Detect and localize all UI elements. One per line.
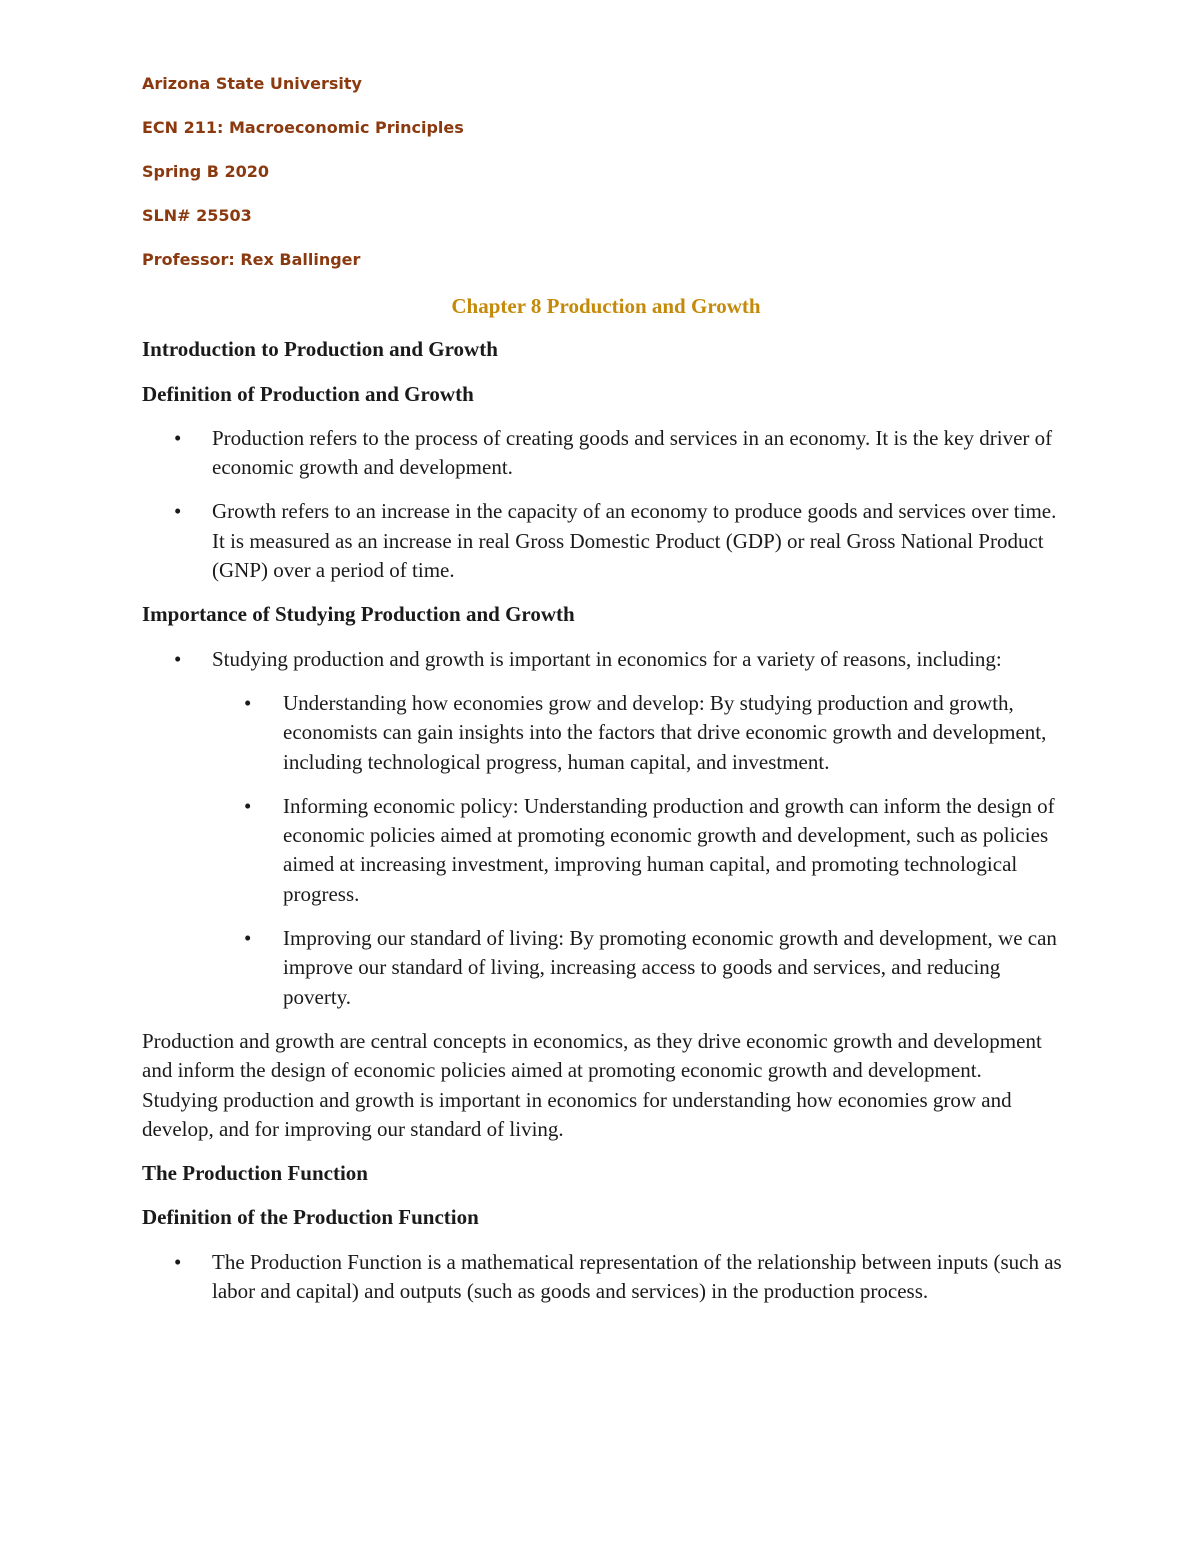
list-item — [212, 924, 1062, 1012]
reasons-list — [212, 689, 1062, 1012]
sln-number: SLN# 25503 — [142, 206, 252, 225]
list-item-text: Informing economic policy: Understanding production and growth can inform the design of economic policies aimed at promoting economic growth and development, such as policies aimed at increasing investment, improving human capital, and promoting technological progress. — [283, 793, 1055, 906]
list-item-text: Studying production and growth is important in economics for a variety of reasons, including: — [212, 646, 1002, 671]
summary-paragraph: Production and growth are central concepts in economics, as they drive economic growth and development and inform the design of economic policies aimed at promoting economic growth and development. Studying production and growth is important in economics for understanding how economies grow and develop, and for improving our standard of living. — [142, 1028, 1042, 1141]
term: Spring B 2020 — [142, 162, 270, 181]
list-item — [142, 424, 1062, 483]
list-item-text: Understanding how economies grow and develop: By studying production and growth, economists can gain insights into the factors that drive economic growth and development, including technological progress, human capital, and investment. — [283, 690, 1047, 774]
professor-name: Professor: Rex Ballinger — [142, 250, 361, 269]
definition-list — [142, 424, 1062, 585]
list-item — [142, 1248, 1062, 1307]
importance-list — [142, 645, 1062, 1012]
list-item-text: Production refers to the process of creating goods and services in an economy. It is the key driver of economic growth and development. — [212, 425, 1053, 480]
bullet-icon: • — [174, 646, 182, 671]
section-heading-importance: Importance of Studying Production and Growth — [142, 602, 575, 627]
list-item — [212, 792, 1062, 909]
bullet-icon: • — [174, 1249, 182, 1274]
bullet-icon: • — [174, 499, 182, 524]
list-item-text: The Production Function is a mathematical representation of the relationship between inputs (such as labor and capital) and outputs (such as goods and services) in the production process. — [212, 1249, 1062, 1304]
list-item — [142, 497, 1062, 585]
course-name: ECN 211: Macroeconomic Principles — [142, 118, 464, 137]
list-item — [212, 689, 1062, 777]
subheading-definition: Definition of Production and Growth — [142, 381, 474, 406]
section-heading-production-function: The Production Function — [142, 1161, 368, 1186]
list-item — [142, 645, 1062, 1012]
list-item-text: Growth refers to an increase in the capacity of an economy to produce goods and services over time. It is measured as an increase in real Gross Domestic Product (GDP) or real Gross National Product (GNP) over a period of time. — [212, 499, 1057, 583]
bullet-icon: • — [174, 425, 182, 450]
list-item-text: Improving our standard of living: By promoting economic growth and development, we can improve our standard of living, increasing access to goods and services, and reducing poverty. — [283, 926, 1057, 1009]
bullet-icon: • — [244, 690, 252, 715]
chapter-title: Chapter 8 Production and Growth — [451, 294, 761, 318]
university-name: Arizona State University — [142, 74, 362, 93]
bullet-icon: • — [244, 793, 252, 818]
section-heading-introduction: Introduction to Production and Growth — [142, 337, 498, 362]
subheading-production-function-definition: Definition of the Production Function — [142, 1205, 479, 1230]
bullet-icon: • — [244, 926, 252, 951]
document-body — [142, 292, 1062, 1321]
production-function-list — [142, 1248, 1062, 1307]
